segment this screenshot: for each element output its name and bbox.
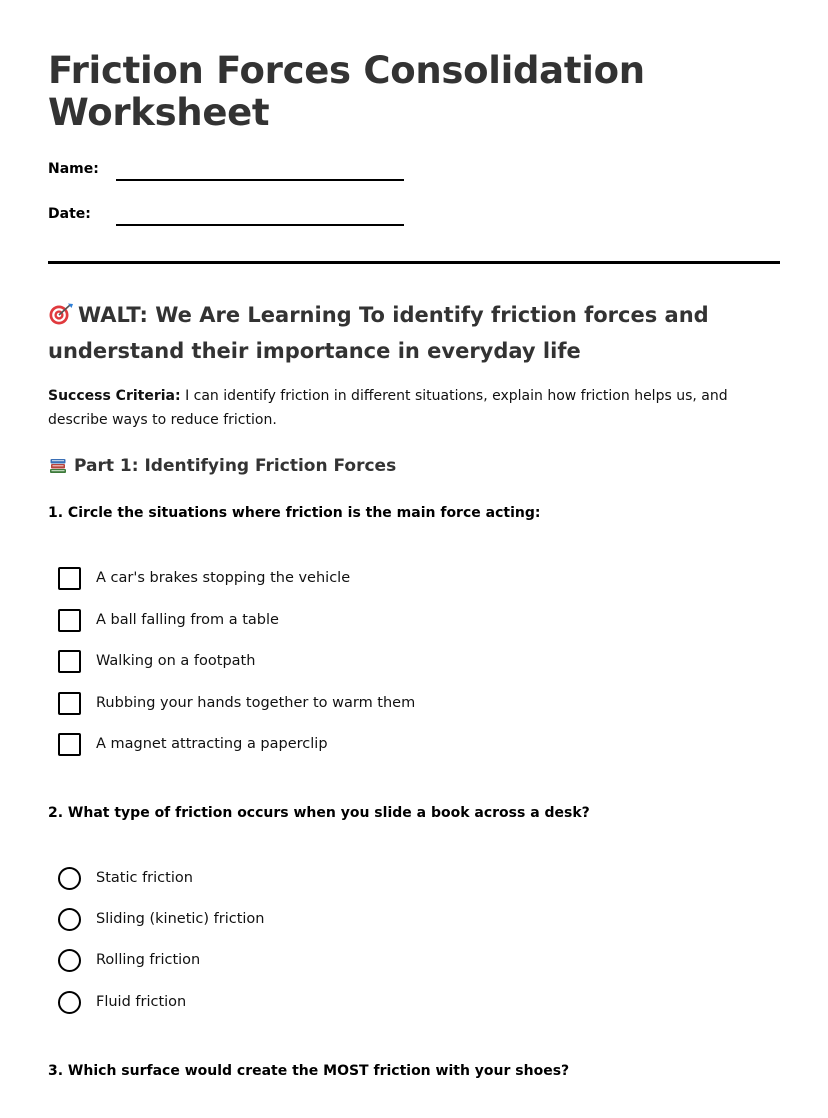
- name-label: Name:: [48, 161, 99, 177]
- option-label: Walking on a footpath: [96, 653, 256, 669]
- part1-heading: [48, 454, 396, 478]
- q2-option-4[interactable]: [58, 990, 186, 1014]
- checkbox[interactable]: [58, 609, 81, 632]
- part1-heading-text: Part 1: Identifying Friction Forces: [74, 456, 397, 476]
- radio-button[interactable]: [58, 908, 81, 931]
- q1-option-4[interactable]: [58, 691, 415, 715]
- checkbox[interactable]: [58, 650, 81, 673]
- radio-button[interactable]: [58, 991, 81, 1014]
- checkbox[interactable]: [58, 692, 81, 715]
- name-field[interactable]: [116, 179, 404, 181]
- q1-option-1[interactable]: [58, 566, 350, 590]
- walt-heading: [48, 297, 748, 369]
- q1-option-5[interactable]: [58, 732, 328, 756]
- question-2: 2. What type of friction occurs when you slide a book across a desk?: [48, 805, 590, 821]
- q1-option-3[interactable]: [58, 649, 255, 673]
- target-icon: [48, 300, 74, 322]
- header-divider: [48, 261, 780, 264]
- date-label: Date:: [48, 206, 91, 222]
- checkbox[interactable]: [58, 567, 81, 590]
- walt-heading-text: WALT: We Are Learning To identify friction forces and understand their importance in everyday life: [48, 303, 709, 363]
- option-label: A magnet attracting a paperclip: [96, 736, 328, 752]
- option-label: Static friction: [96, 870, 193, 886]
- question-1: 1. Circle the situations where friction is the main force acting:: [48, 505, 541, 521]
- option-label: Rubbing your hands together to warm them: [96, 695, 416, 711]
- q2-option-2[interactable]: [58, 907, 265, 931]
- q2-option-1[interactable]: [58, 866, 193, 890]
- books-icon: [48, 455, 68, 475]
- success-criteria-label: Success Criteria:: [48, 388, 181, 404]
- page-title: Friction Forces Consolidation Worksheet: [48, 49, 645, 134]
- option-label: Rolling friction: [96, 952, 201, 968]
- option-label: Sliding (kinetic) friction: [96, 911, 265, 927]
- question-3: 3. Which surface would create the MOST friction with your shoes?: [48, 1063, 570, 1079]
- radio-button[interactable]: [58, 949, 81, 972]
- option-label: A ball falling from a table: [96, 612, 279, 628]
- q1-option-2[interactable]: [58, 608, 279, 632]
- date-field[interactable]: [116, 224, 404, 226]
- success-criteria: [48, 384, 768, 432]
- radio-button[interactable]: [58, 867, 81, 890]
- success-criteria-text: I can identify friction in different situations, explain how friction helps us, and describe ways to reduce friction.: [48, 388, 728, 428]
- option-label: A car's brakes stopping the vehicle: [96, 570, 351, 586]
- checkbox[interactable]: [58, 733, 81, 756]
- option-label: Fluid friction: [96, 994, 187, 1010]
- q2-option-3[interactable]: [58, 948, 200, 972]
